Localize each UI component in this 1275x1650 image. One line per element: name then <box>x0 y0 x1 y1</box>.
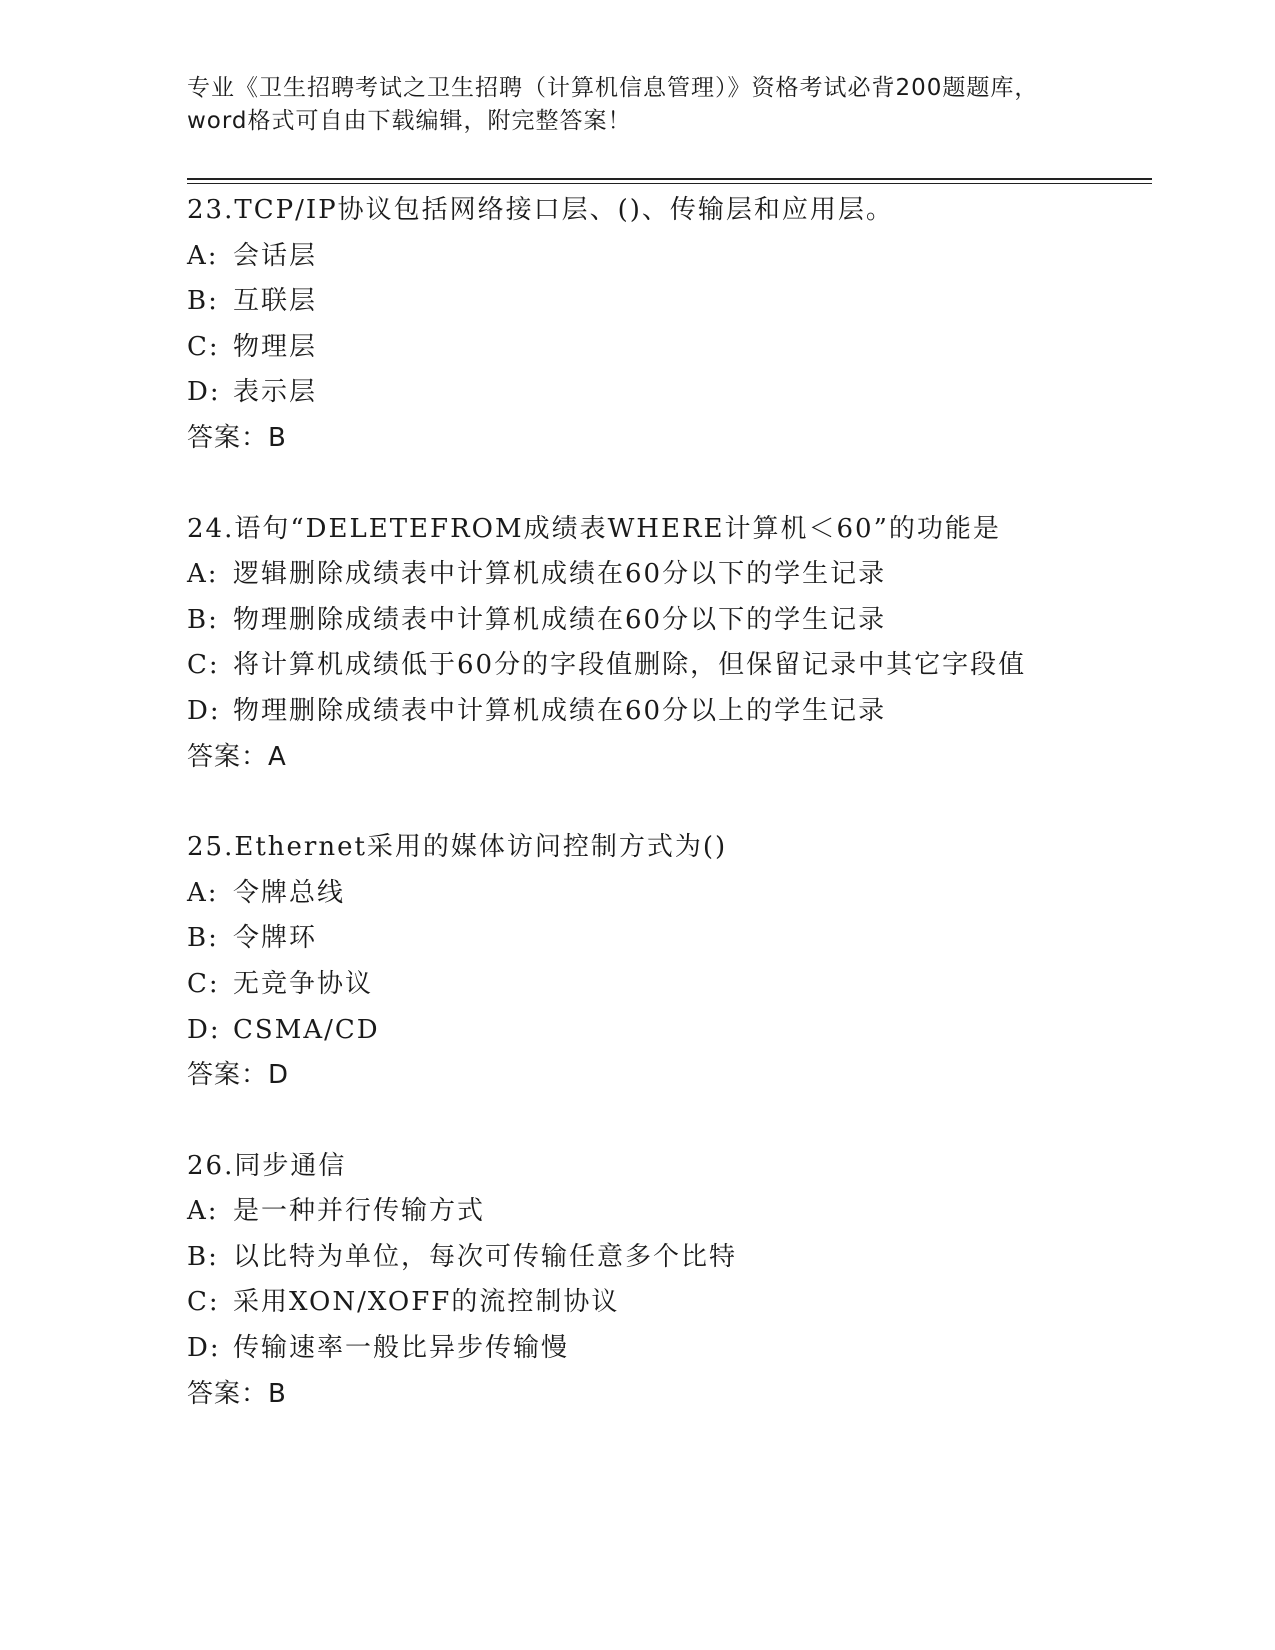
option-text: CSMA/CD <box>233 1014 380 1045</box>
document-header <box>187 72 1087 138</box>
option-text: 无竞争协议 <box>233 968 374 999</box>
option-letter: D: <box>187 377 221 408</box>
option-c <box>187 1280 1147 1326</box>
header-divider-thin <box>187 183 1152 184</box>
option-text: 逻辑删除成绩表中计算机成绩在60分以下的学生记录 <box>233 559 887 590</box>
question-stem: 26.同步通信 <box>187 1150 347 1181</box>
option-letter: C: <box>187 331 220 362</box>
header-divider-thick <box>187 178 1152 180</box>
option-text: 以比特为单位，每次可传输任意多个比特 <box>233 1241 738 1272</box>
option-c <box>187 643 1147 689</box>
question-stem: 24.语句“DELETEFROM成绩表WHERE计算机＜60”的功能是 <box>187 513 1001 544</box>
option-letter: A: <box>187 240 219 271</box>
question-24 <box>187 507 1147 781</box>
option-letter: B: <box>187 1241 219 1272</box>
option-text: 是一种并行传输方式 <box>233 1196 486 1227</box>
option-d <box>187 1008 1147 1054</box>
option-b <box>187 598 1147 644</box>
option-text: 表示层 <box>233 377 318 408</box>
option-letter: A: <box>187 1196 219 1227</box>
option-d <box>187 370 1147 416</box>
option-text: 令牌总线 <box>233 877 346 908</box>
question-list <box>187 188 1147 1462</box>
option-text: 令牌环 <box>233 923 318 954</box>
header-line-1: 专业《卫生招聘考试之卫生招聘（计算机信息管理）》资格考试必背200题题库， <box>187 75 1039 101</box>
option-a <box>187 234 1147 280</box>
option-b <box>187 916 1147 962</box>
option-c <box>187 962 1147 1008</box>
option-a <box>187 1189 1147 1235</box>
question-stem: 25.Ethernet采用的媒体访问控制方式为() <box>187 832 728 863</box>
option-letter: B: <box>187 923 219 954</box>
option-d <box>187 689 1147 735</box>
option-text: 将计算机成绩低于60分的字段值删除，但保留记录中其它字段值 <box>233 650 1027 681</box>
question-26 <box>187 1144 1147 1418</box>
option-d <box>187 1326 1147 1372</box>
option-letter: D: <box>187 1014 221 1045</box>
option-text: 采用XON/XOFF的流控制协议 <box>233 1287 620 1318</box>
option-a <box>187 552 1147 598</box>
question-stem: 23.TCP/IP协议包括网络接口层、()、传输层和应用层。 <box>187 195 894 225</box>
option-b <box>187 279 1147 325</box>
answer-line: 答案：B <box>187 1378 287 1409</box>
option-text: 物理层 <box>233 331 318 362</box>
option-text: 互联层 <box>233 286 318 317</box>
question-23 <box>187 188 1147 462</box>
question-25 <box>187 825 1147 1099</box>
option-letter: B: <box>187 286 219 317</box>
option-letter: C: <box>187 968 220 999</box>
option-letter: C: <box>187 1287 220 1318</box>
option-b <box>187 1235 1147 1281</box>
option-letter: A: <box>187 559 219 590</box>
answer-line: 答案：B <box>187 422 287 453</box>
option-letter: B: <box>187 604 219 635</box>
answer-line: 答案：A <box>187 741 287 772</box>
option-letter: A: <box>187 877 219 908</box>
answer-line: 答案：D <box>187 1060 290 1091</box>
option-letter: D: <box>187 1333 221 1364</box>
option-c <box>187 325 1147 371</box>
option-text: 物理删除成绩表中计算机成绩在60分以下的学生记录 <box>233 604 887 635</box>
option-text: 物理删除成绩表中计算机成绩在60分以上的学生记录 <box>233 695 887 726</box>
option-letter: C: <box>187 650 220 681</box>
option-letter: D: <box>187 695 221 726</box>
option-text: 会话层 <box>233 240 318 271</box>
option-text: 传输速率一般比异步传输慢 <box>233 1333 570 1364</box>
option-a <box>187 871 1147 917</box>
header-line-2: word格式可自由下载编辑，附完整答案！ <box>187 108 632 134</box>
